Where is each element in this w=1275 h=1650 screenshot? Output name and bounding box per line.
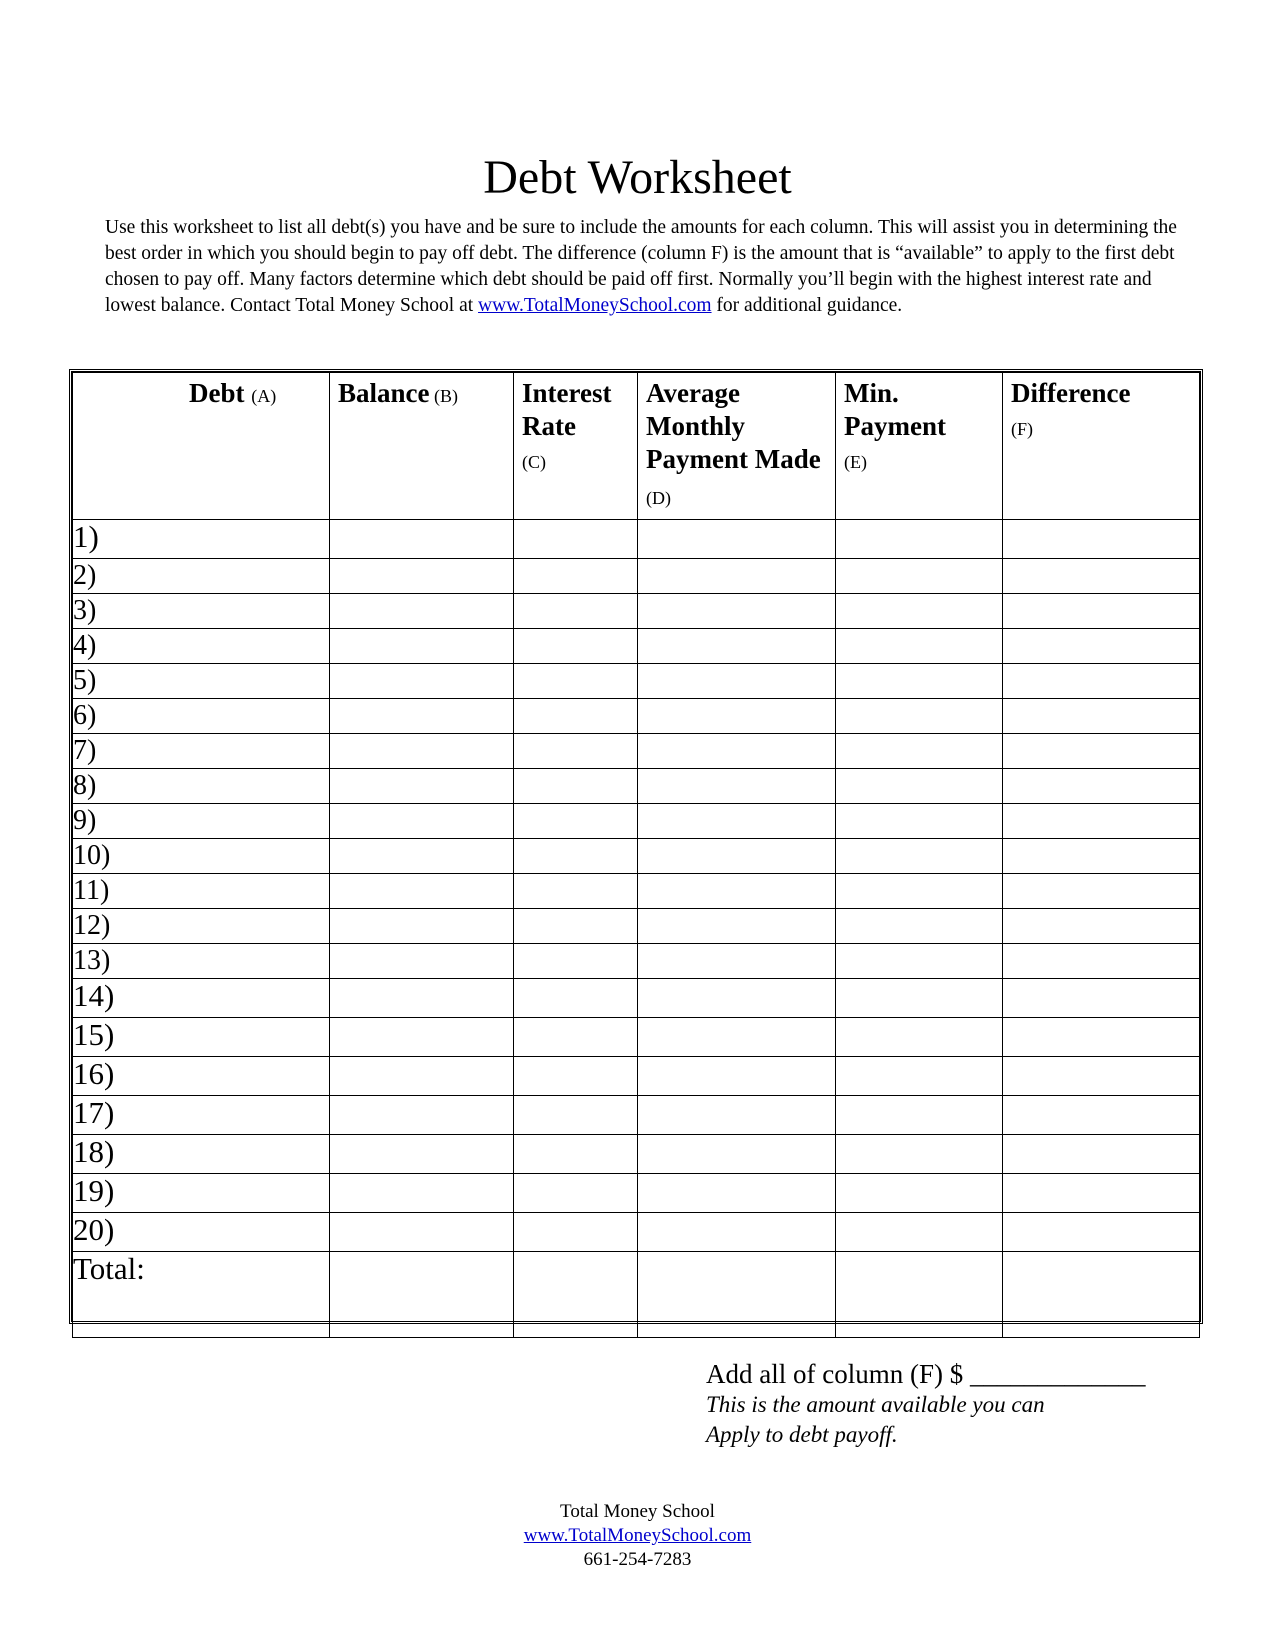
min-payment-cell[interactable] [836,1174,1003,1213]
average-payment-cell[interactable] [638,734,836,769]
column-header-min-payment-letter: (E) [844,452,867,472]
column-header-debt-label: Debt [189,378,252,408]
interest-rate-cell[interactable] [514,559,638,594]
row-number: 10) [73,839,330,874]
interest-rate-cell[interactable] [514,979,638,1018]
interest-rate-cell[interactable] [514,874,638,909]
interest-rate-cell[interactable] [514,520,638,559]
difference-cell[interactable] [1003,1096,1200,1135]
min-payment-cell[interactable] [836,559,1003,594]
table-row [73,1018,1200,1057]
interest-rate-cell[interactable] [514,699,638,734]
total-balance-cell[interactable] [330,1252,514,1338]
min-payment-cell[interactable] [836,909,1003,944]
balance-cell[interactable] [330,979,514,1018]
difference-cell[interactable] [1003,734,1200,769]
table-row [73,1135,1200,1174]
min-payment-cell[interactable] [836,664,1003,699]
table-row [73,874,1200,909]
difference-cell[interactable] [1003,1057,1200,1096]
average-payment-cell[interactable] [638,874,836,909]
column-header-balance-label: Balance [338,378,430,408]
balance-cell[interactable] [330,629,514,664]
table-row [73,594,1200,629]
min-payment-cell[interactable] [836,944,1003,979]
column-header-interest-rate-letter: (C) [522,452,546,472]
balance-cell[interactable] [330,1135,514,1174]
balance-cell[interactable] [330,1018,514,1057]
table-row [73,769,1200,804]
table-row [73,1096,1200,1135]
balance-cell[interactable] [330,804,514,839]
balance-cell[interactable] [330,874,514,909]
row-number: 17) [73,1096,330,1135]
difference-cell[interactable] [1003,594,1200,629]
average-payment-cell[interactable] [638,520,836,559]
min-payment-cell[interactable] [836,734,1003,769]
row-number: 13) [73,944,330,979]
interest-rate-cell[interactable] [514,734,638,769]
row-number: 6) [73,699,330,734]
column-header-difference-letter: (F) [1011,419,1033,439]
difference-cell[interactable] [1003,874,1200,909]
table-row [73,1174,1200,1213]
average-payment-cell[interactable] [638,804,836,839]
difference-cell[interactable] [1003,979,1200,1018]
row-number: 9) [73,804,330,839]
total-difference-cell[interactable] [1003,1252,1200,1338]
average-payment-cell[interactable] [638,979,836,1018]
interest-rate-cell[interactable] [514,909,638,944]
debt-table [72,372,1200,1338]
balance-cell[interactable] [330,1213,514,1252]
difference-cell[interactable] [1003,520,1200,559]
column-header-balance [330,373,514,520]
difference-cell[interactable] [1003,909,1200,944]
balance-cell[interactable] [330,594,514,629]
min-payment-cell[interactable] [836,1213,1003,1252]
min-payment-cell[interactable] [836,629,1003,664]
table-row [73,699,1200,734]
column-header-difference [1003,373,1200,520]
interest-rate-cell[interactable] [514,1018,638,1057]
balance-cell[interactable] [330,839,514,874]
interest-rate-cell[interactable] [514,804,638,839]
min-payment-cell[interactable] [836,874,1003,909]
interest-rate-cell[interactable] [514,944,638,979]
average-payment-cell[interactable] [638,944,836,979]
min-payment-cell[interactable] [836,1018,1003,1057]
difference-cell[interactable] [1003,1018,1200,1057]
table-row [73,944,1200,979]
column-f-total-line: Add all of column (F) $ _____________ [706,1359,1146,1389]
difference-cell[interactable] [1003,559,1200,594]
average-payment-cell[interactable] [638,1135,836,1174]
intro-text-end: for additional guidance. [711,295,903,316]
difference-cell[interactable] [1003,804,1200,839]
intro-paragraph [105,215,1185,319]
min-payment-cell[interactable] [836,979,1003,1018]
average-payment-cell[interactable] [638,1057,836,1096]
table-row [73,629,1200,664]
footer-phone: 661-254-7283 [583,1549,692,1570]
table-row [73,664,1200,699]
min-payment-cell[interactable] [836,769,1003,804]
average-payment-cell[interactable] [638,629,836,664]
balance-cell[interactable] [330,944,514,979]
row-number: 19) [73,1174,330,1213]
average-payment-cell[interactable] [638,839,836,874]
page-title: Debt Worksheet [483,151,792,204]
average-payment-cell[interactable] [638,769,836,804]
average-payment-cell[interactable] [638,1096,836,1135]
average-payment-cell[interactable] [638,909,836,944]
table-row [73,909,1200,944]
table-row [73,520,1200,559]
intro-text: Use this worksheet to list all debt(s) you have and be sure to include the amounts for each column. This will assist you in determining the best order in which you should begin to pay off debt. The difference (column F) is the amount that is “available” to apply to the first debt chosen to pay off. Many factors determine which debt should be paid off first. Normally you’ll begin with the highest interest rate and lowest balance. Contact Total Money School at [105,217,1177,316]
interest-rate-cell[interactable] [514,1213,638,1252]
table-row [73,559,1200,594]
average-payment-cell[interactable] [638,1213,836,1252]
footer-website-link[interactable]: www.TotalMoneySchool.com [523,1525,752,1546]
min-payment-cell[interactable] [836,594,1003,629]
column-f-summary [706,1358,1226,1450]
debt-table-frame [69,369,1203,1324]
average-payment-cell[interactable] [638,1018,836,1057]
table-row [73,979,1200,1018]
difference-cell[interactable] [1003,944,1200,979]
row-number: 14) [73,979,330,1018]
total-average-payment-cell[interactable] [638,1252,836,1338]
difference-cell[interactable] [1003,699,1200,734]
row-number: 5) [73,664,330,699]
total-interest-cell[interactable] [514,1252,638,1338]
row-number: 4) [73,629,330,664]
row-number: 3) [73,594,330,629]
row-number: 11) [73,874,330,909]
min-payment-cell[interactable] [836,1096,1003,1135]
average-payment-cell[interactable] [638,559,836,594]
column-header-average-payment-label: Average Monthly Payment Made [646,378,821,474]
average-payment-cell[interactable] [638,594,836,629]
row-number: 2) [73,559,330,594]
summary-note-line-1: This is the amount available you can [706,1392,1045,1417]
column-header-difference-label: Difference [1011,378,1131,408]
difference-cell[interactable] [1003,769,1200,804]
balance-cell[interactable] [330,520,514,559]
interest-rate-cell[interactable] [514,1057,638,1096]
row-number: 7) [73,734,330,769]
row-number: 12) [73,909,330,944]
balance-cell[interactable] [330,699,514,734]
row-number: 1) [73,520,330,559]
column-header-interest-rate [514,373,638,520]
row-number: 18) [73,1135,330,1174]
interest-rate-cell[interactable] [514,839,638,874]
difference-cell[interactable] [1003,839,1200,874]
total-row [73,1252,1200,1338]
column-header-min-payment [836,373,1003,520]
table-row [73,839,1200,874]
total-min-payment-cell[interactable] [836,1252,1003,1338]
balance-cell[interactable] [330,769,514,804]
table-row [73,804,1200,839]
interest-rate-cell[interactable] [514,1135,638,1174]
column-header-debt [73,373,330,520]
difference-cell[interactable] [1003,629,1200,664]
total-label: Total: [73,1252,330,1338]
interest-rate-cell[interactable] [514,769,638,804]
interest-rate-cell[interactable] [514,594,638,629]
min-payment-cell[interactable] [836,804,1003,839]
min-payment-cell[interactable] [836,839,1003,874]
balance-cell[interactable] [330,1096,514,1135]
balance-cell[interactable] [330,559,514,594]
summary-note-line-2: Apply to debt payoff. [706,1422,898,1447]
table-row [73,1057,1200,1096]
min-payment-cell[interactable] [836,520,1003,559]
table-row [73,734,1200,769]
difference-cell[interactable] [1003,1213,1200,1252]
column-header-interest-rate-label: Interest Rate [522,378,612,441]
header-row [73,373,1200,520]
balance-cell[interactable] [330,1057,514,1096]
column-header-balance-letter: (B) [429,386,458,406]
balance-cell[interactable] [330,909,514,944]
column-header-average-payment [638,373,836,520]
min-payment-cell[interactable] [836,1135,1003,1174]
row-number: 15) [73,1018,330,1057]
intro-website-link[interactable]: www.TotalMoneySchool.com [478,295,712,316]
footer [0,1500,1275,1572]
difference-cell[interactable] [1003,664,1200,699]
row-number: 8) [73,769,330,804]
interest-rate-cell[interactable] [514,1096,638,1135]
column-header-min-payment-label: Min. Payment [844,378,946,441]
interest-rate-cell[interactable] [514,629,638,664]
column-header-average-payment-letter: (D) [646,488,671,508]
balance-cell[interactable] [330,734,514,769]
min-payment-cell[interactable] [836,1057,1003,1096]
footer-org-name: Total Money School [560,1501,715,1522]
difference-cell[interactable] [1003,1135,1200,1174]
average-payment-cell[interactable] [638,1174,836,1213]
average-payment-cell[interactable] [638,664,836,699]
average-payment-cell[interactable] [638,699,836,734]
balance-cell[interactable] [330,664,514,699]
row-number: 16) [73,1057,330,1096]
balance-cell[interactable] [330,1174,514,1213]
interest-rate-cell[interactable] [514,664,638,699]
row-number: 20) [73,1213,330,1252]
table-row [73,1213,1200,1252]
column-header-debt-letter: (A) [251,386,277,406]
difference-cell[interactable] [1003,1174,1200,1213]
interest-rate-cell[interactable] [514,1174,638,1213]
min-payment-cell[interactable] [836,699,1003,734]
